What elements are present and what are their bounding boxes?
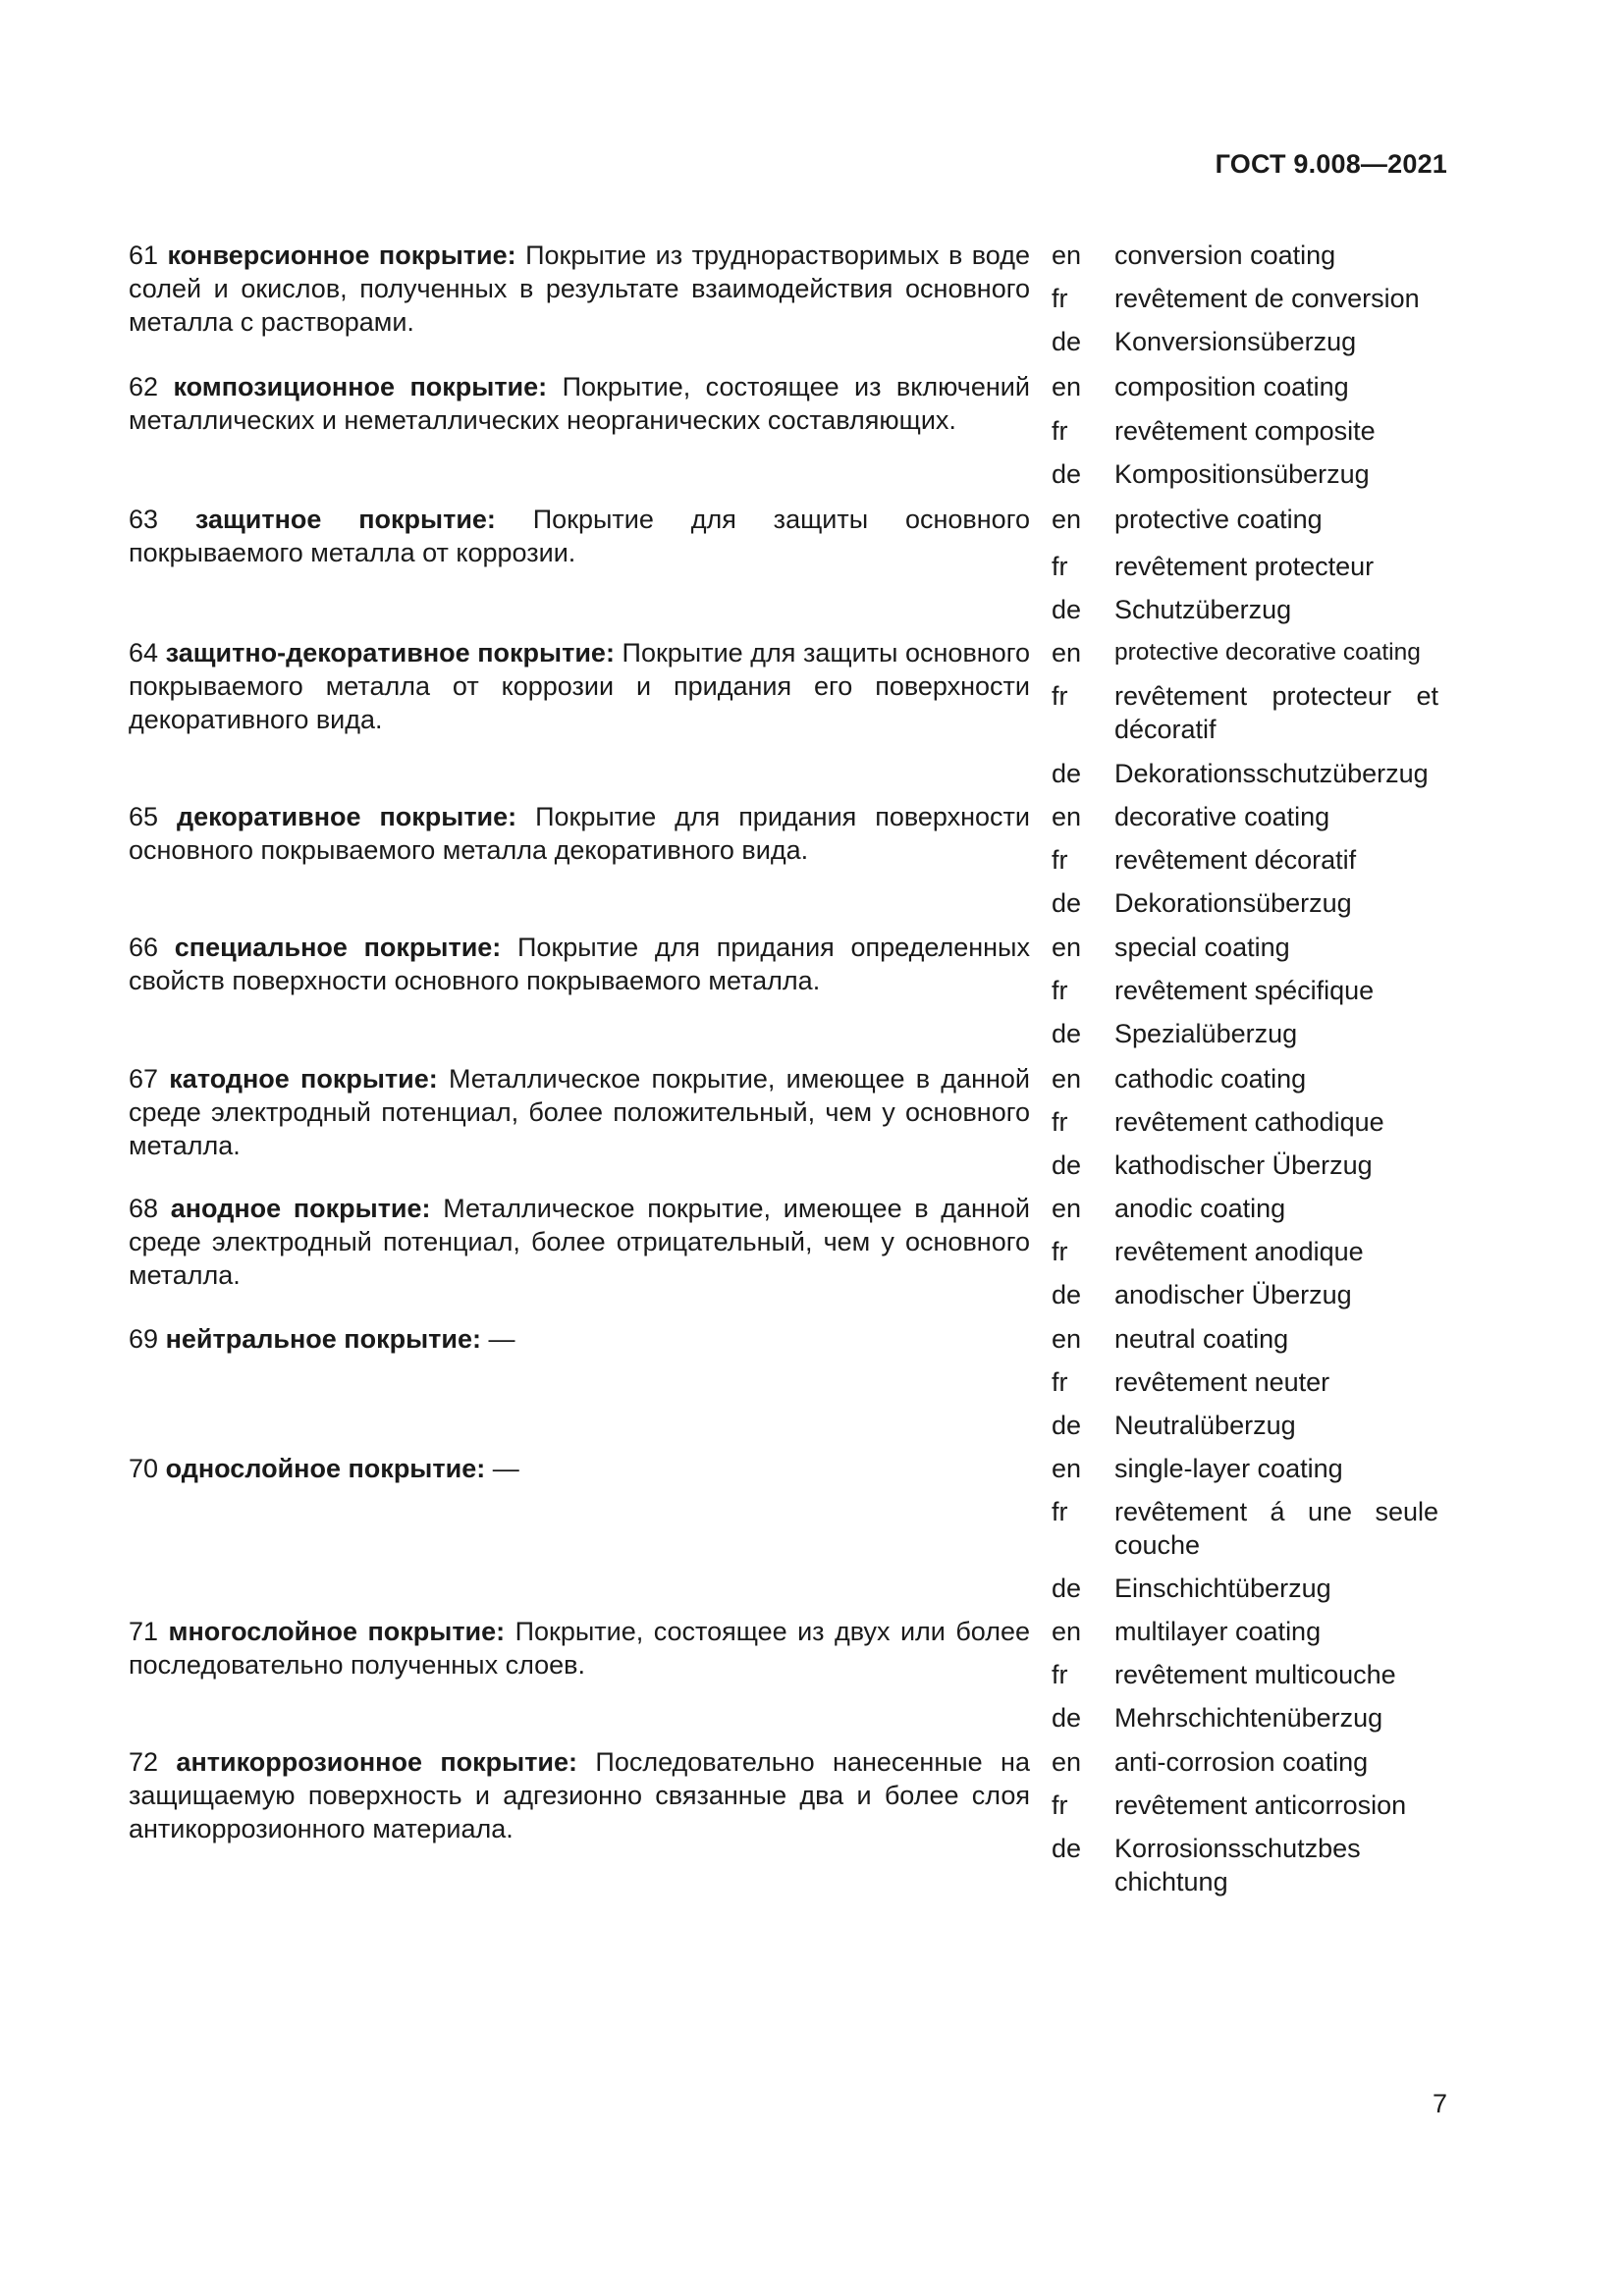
term-number: 64 — [129, 638, 159, 667]
term-number: 63 — [129, 505, 159, 534]
term-name: конверсионное покрытие: — [167, 240, 516, 270]
term-fr: revêtement anticorrosion — [1114, 1790, 1407, 1820]
term-de: Spezialüberzug — [1114, 1019, 1298, 1048]
term-en: anodic coating — [1114, 1194, 1286, 1223]
term-fr: revêtement anodique — [1114, 1237, 1364, 1266]
lang-code-fr: fr — [1052, 1497, 1068, 1526]
lang-code-fr: fr — [1052, 1107, 1068, 1137]
term-text: — — [492, 1454, 519, 1483]
term-definition — [129, 1322, 1030, 1356]
lang-code-en: en — [1052, 240, 1082, 270]
lang-code-de: de — [1052, 1703, 1082, 1733]
lang-code-fr: fr — [1052, 284, 1068, 313]
lang-code-de: de — [1052, 1574, 1082, 1603]
term-number: 65 — [129, 802, 159, 831]
term-number: 72 — [129, 1747, 159, 1777]
term-text: Покрытие для защиты основного покрываемого металла от коррозии. — [129, 505, 1030, 567]
term-text: Металлическое покрытие, имеющее в данной среде электродный потенциал, более отрицательный, чем у основного металла. — [129, 1194, 1030, 1290]
lang-code-en: en — [1052, 802, 1082, 831]
lang-code-en: en — [1052, 638, 1082, 667]
term-text: Покрытие для придания определенных свойств поверхности основного покрываемого металла. — [129, 933, 1030, 995]
term-number: 70 — [129, 1454, 159, 1483]
lang-code-fr: fr — [1052, 681, 1068, 711]
lang-code-de: de — [1052, 1411, 1082, 1440]
lang-code-fr: fr — [1052, 552, 1068, 581]
term-de: Einschichtüberzug — [1114, 1574, 1331, 1603]
lang-code-fr: fr — [1052, 416, 1068, 446]
lang-code-de: de — [1052, 1150, 1082, 1180]
lang-code-en: en — [1052, 933, 1082, 962]
lang-code-fr: fr — [1052, 1237, 1068, 1266]
lang-code-de: de — [1052, 759, 1082, 788]
term-en: anti-corrosion coating — [1114, 1747, 1369, 1777]
term-name: защитное покрытие: — [194, 505, 496, 534]
term-fr: revêtement spécifique — [1114, 976, 1375, 1005]
lang-code-en: en — [1052, 1617, 1082, 1646]
term-de: Dekorationsschutzüberzug — [1114, 759, 1429, 788]
lang-code-de: de — [1052, 1834, 1082, 1863]
term-name: композиционное покрытие: — [173, 372, 548, 401]
term-text: Покрытие для придания поверхности основного покрываемого металла декоративного вида. — [129, 802, 1030, 865]
lang-code-de: de — [1052, 1019, 1082, 1048]
lang-code-en: en — [1052, 1194, 1082, 1223]
term-en: composition coating — [1114, 372, 1349, 401]
lang-code-fr: fr — [1052, 1367, 1068, 1397]
term-name: анодное покрытие: — [170, 1194, 431, 1223]
term-de: Dekorationsüberzug — [1114, 888, 1352, 918]
term-name: антикоррозионное покрытие: — [176, 1747, 578, 1777]
term-en: single-layer coating — [1114, 1454, 1343, 1483]
term-number: 71 — [129, 1617, 159, 1646]
term-number: 67 — [129, 1064, 159, 1094]
term-en: protective decorative coating — [1114, 639, 1421, 666]
lang-code-en: en — [1052, 1454, 1082, 1483]
term-definition — [129, 1452, 1030, 1485]
lang-code-de: de — [1052, 888, 1082, 918]
term-definition — [129, 800, 1030, 867]
term-definition — [129, 503, 1030, 569]
lang-code-fr: fr — [1052, 976, 1068, 1005]
term-definition — [129, 370, 1030, 437]
term-fr: revêtement cathodique — [1114, 1107, 1384, 1137]
lang-code-en: en — [1052, 1324, 1082, 1354]
term-definition — [129, 239, 1030, 339]
term-de: Neutralüberzug — [1114, 1411, 1296, 1440]
term-name: катодное покрытие: — [169, 1064, 438, 1094]
term-definition — [129, 1615, 1030, 1682]
term-fr: revêtement décoratif — [1114, 845, 1357, 875]
term-fr: revêtement multicouche — [1114, 1660, 1396, 1689]
term-text: Металлическое покрытие, имеющее в данной среде электродный потенциал, более положительный, чем у основного металла. — [129, 1064, 1030, 1160]
lang-code-fr: fr — [1052, 1660, 1068, 1689]
term-fr: revêtement á une seule couche — [1114, 1497, 1438, 1560]
term-en: cathodic coating — [1114, 1064, 1307, 1094]
lang-code-fr: fr — [1052, 845, 1068, 875]
document-header: ГОСТ 9.008—2021 — [1215, 149, 1447, 179]
term-number: 69 — [129, 1324, 159, 1354]
term-text: Покрытие, состоящее из двух или более последовательно полученных слоев. — [129, 1617, 1030, 1680]
term-text: Покрытие для защиты основного покрываемого металла от коррозии и придания его поверхности декоративного вида. — [129, 638, 1030, 734]
lang-code-en: en — [1052, 1064, 1082, 1094]
term-fr: revêtement de conversion — [1114, 284, 1420, 313]
term-de: Mehrschichtenüberzug — [1114, 1703, 1383, 1733]
term-text: — — [488, 1324, 515, 1354]
term-definition — [129, 1192, 1030, 1292]
lang-code-de: de — [1052, 459, 1082, 489]
term-name: нейтральное покрытие: — [165, 1324, 481, 1354]
term-de: Konversionsüberzug — [1114, 327, 1357, 356]
lang-code-en: en — [1052, 505, 1082, 534]
term-definition — [129, 1062, 1030, 1162]
term-fr: revêtement composite — [1114, 416, 1376, 446]
lang-code-de: de — [1052, 327, 1082, 356]
lang-code-fr: fr — [1052, 1790, 1068, 1820]
term-name: защитно-декоративное покрытие: — [165, 638, 615, 667]
term-fr: revêtement protecteur — [1114, 552, 1375, 581]
page-number: 7 — [1432, 2089, 1447, 2118]
term-definition — [129, 636, 1030, 736]
term-de: Kompositionsüberzug — [1114, 459, 1370, 489]
term-number: 66 — [129, 933, 159, 962]
term-name: декоративное покрытие: — [176, 802, 517, 831]
term-name: однослойное покрытие: — [165, 1454, 486, 1483]
term-en: decorative coating — [1114, 802, 1330, 831]
term-de: Korrosionsschutzbeschichtung — [1114, 1834, 1361, 1896]
term-text: Покрытие, состоящее из включений металлических и неметаллических неорганических составляющих. — [129, 372, 1030, 435]
term-de: Schutzüberzug — [1114, 595, 1292, 624]
lang-code-en: en — [1052, 1747, 1082, 1777]
term-definition — [129, 1745, 1030, 1845]
term-text: Последовательно нанесенные на защищаемую поверхность и адгезионно связанные два и более слоя антикоррозионного материала. — [129, 1747, 1030, 1843]
lang-code-en: en — [1052, 372, 1082, 401]
lang-code-de: de — [1052, 1280, 1082, 1309]
term-de: anodischer Überzug — [1114, 1280, 1352, 1309]
term-en: conversion coating — [1114, 240, 1336, 270]
term-fr: revêtement protecteur et décoratif — [1114, 681, 1438, 744]
term-text: Покрытие из труднорастворимых в воде солей и окислов, полученных в результате взаимодействия основного металла с растворами. — [129, 240, 1030, 337]
term-name: многослойное покрытие: — [168, 1617, 506, 1646]
term-number: 61 — [129, 240, 159, 270]
term-fr: revêtement neuter — [1114, 1367, 1330, 1397]
term-number: 62 — [129, 372, 159, 401]
term-en: special coating — [1114, 933, 1290, 962]
term-en: neutral coating — [1114, 1324, 1289, 1354]
term-en: multilayer coating — [1114, 1617, 1322, 1646]
term-number: 68 — [129, 1194, 159, 1223]
term-en: protective coating — [1114, 505, 1323, 534]
lang-code-de: de — [1052, 595, 1082, 624]
term-definition — [129, 931, 1030, 997]
term-name: специальное покрытие: — [174, 933, 502, 962]
term-de: kathodischer Überzug — [1114, 1150, 1373, 1180]
